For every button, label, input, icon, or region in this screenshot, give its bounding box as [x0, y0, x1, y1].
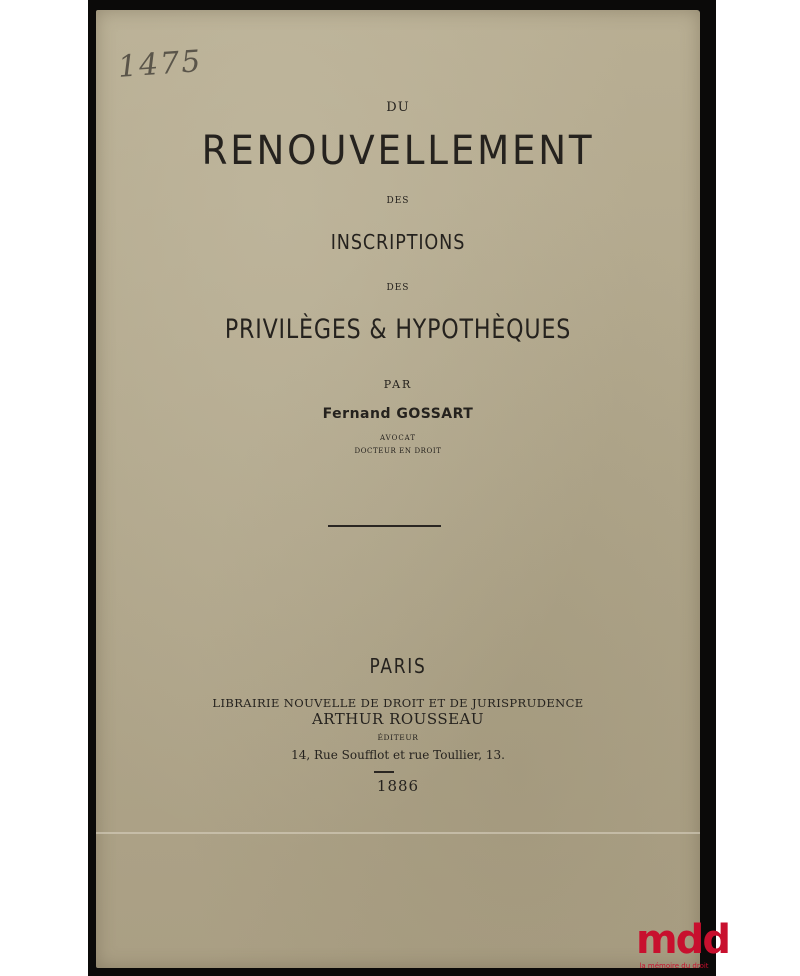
publication-city: PARIS — [369, 654, 427, 678]
publisher-house: LIBRAIRIE NOUVELLE DE DROIT ET DE JURISPRUDENCE — [212, 696, 584, 710]
main-title: RENOUVELLEMENT — [201, 128, 595, 174]
title-inscriptions: INSCRIPTIONS — [330, 230, 466, 254]
publisher-name: ARTHUR ROUSSEAU — [311, 710, 485, 728]
mdd-logo — [632, 917, 729, 976]
by-line: PAR — [383, 378, 413, 391]
handwritten-number: 1475 — [116, 43, 204, 85]
author-profession: AVOCAT — [379, 434, 417, 442]
year-divider — [374, 771, 394, 773]
title-connector-2: DES — [386, 283, 410, 293]
publication-year: 1886 — [376, 777, 420, 795]
mdd-logo-tagline: la mémoire du droit — [639, 962, 709, 970]
author-name: Fernand GOSSART — [322, 406, 474, 422]
paper-crease — [96, 832, 700, 834]
title-connector-1: DES — [386, 196, 410, 206]
title-prefix: DU — [386, 100, 410, 115]
mdd-logo-mark: mdd — [636, 917, 729, 963]
title-privileges: PRIVILÈGES & HYPOTHÈQUES — [224, 314, 572, 345]
author-degree: DOCTEUR EN DROIT — [354, 447, 442, 455]
publisher-role: ÉDITEUR — [377, 733, 419, 742]
publisher-address: 14, Rue Soufflot et rue Toullier, 13. — [291, 748, 505, 762]
divider-rule — [328, 525, 441, 527]
